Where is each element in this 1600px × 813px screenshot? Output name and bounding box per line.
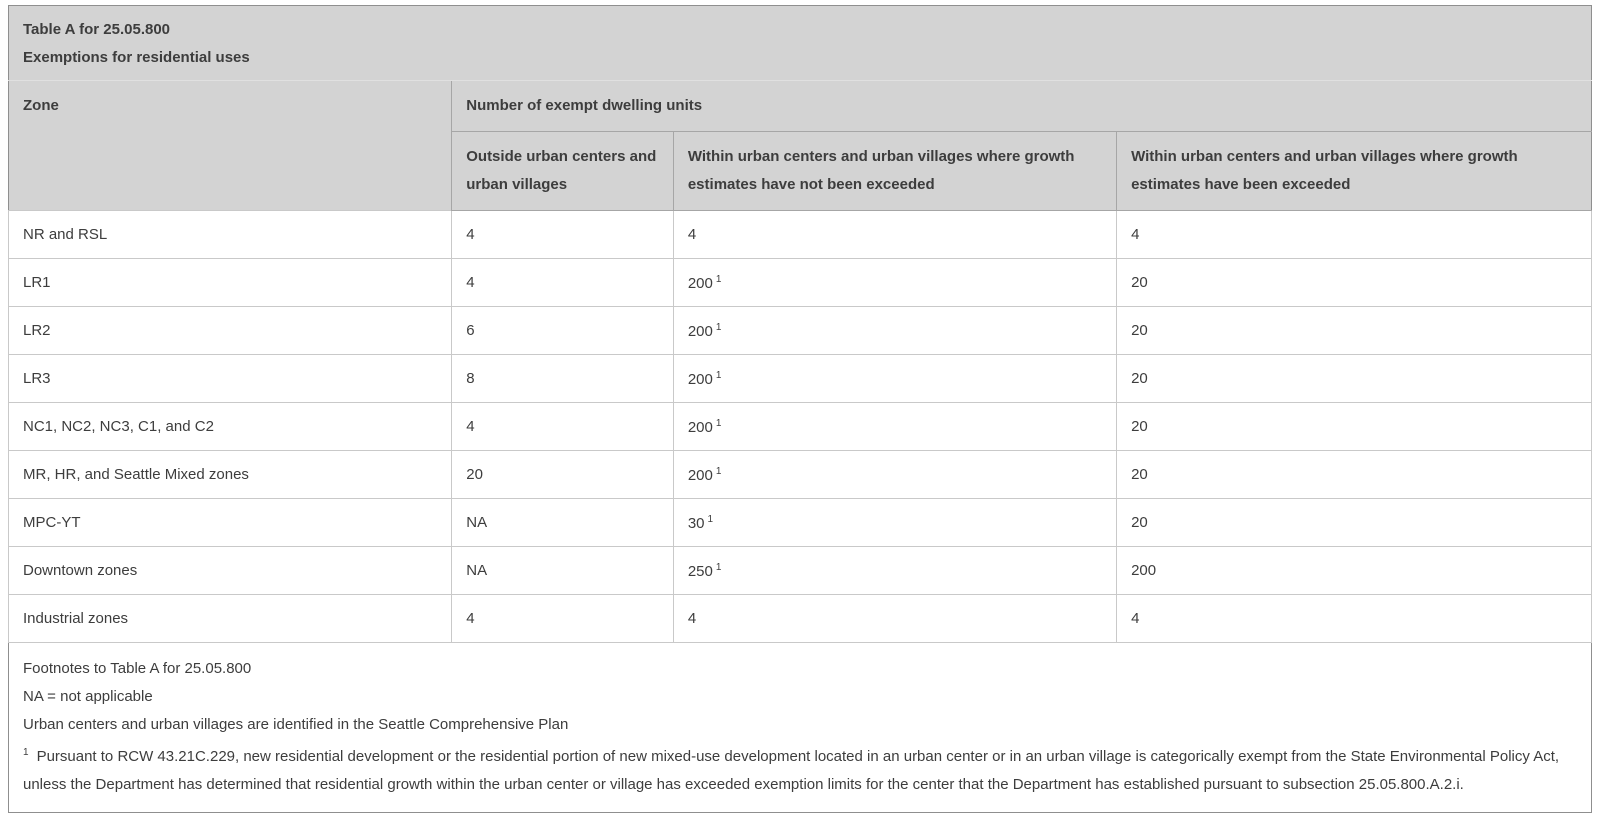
value-cell: 30 $^1$ bbox=[673, 499, 1116, 547]
table-title-line2: Exemptions for residential uses bbox=[23, 49, 250, 66]
zone-cell: Industrial zones bbox=[9, 595, 452, 643]
value-cell: 200 $^1$ bbox=[673, 259, 1116, 307]
column-header-outside: Outside urban centers and urban villages bbox=[452, 132, 674, 211]
footnote-na: NA = not applicable bbox=[23, 688, 153, 705]
value-cell: 4 bbox=[673, 595, 1116, 643]
zone-cell: Downtown zones bbox=[9, 547, 452, 595]
zone-cell: LR1 bbox=[9, 259, 452, 307]
value-cell: 20 bbox=[1117, 451, 1592, 499]
footnotes-heading: Footnotes to Table A for 25.05.800 bbox=[23, 660, 252, 677]
footnote-1-marker: 1 bbox=[23, 747, 29, 758]
value-cell: 4 bbox=[1117, 595, 1592, 643]
value-cell: 20 bbox=[1117, 499, 1592, 547]
value-cell: 20 bbox=[1117, 355, 1592, 403]
exemptions-table bbox=[8, 5, 1592, 813]
footnote-ref: 1 bbox=[715, 273, 722, 285]
footnote-ref: 1 bbox=[715, 417, 722, 429]
value-cell: 200 $^1$ bbox=[673, 451, 1116, 499]
value-cell: NA bbox=[452, 547, 674, 595]
value-cell: 20 bbox=[452, 451, 674, 499]
table-row bbox=[9, 259, 1592, 307]
table-row bbox=[9, 355, 1592, 403]
table-title-line1: Table A for 25.05.800 bbox=[23, 21, 171, 38]
zone-cell: NR and RSL bbox=[9, 211, 452, 259]
footnote-1 bbox=[23, 739, 1577, 799]
footnote-ref: 1 bbox=[707, 513, 714, 525]
value-cell: 20 bbox=[1117, 403, 1592, 451]
value-cell: 200 $^1$ bbox=[673, 355, 1116, 403]
table-row bbox=[9, 595, 1592, 643]
zone-cell: MPC-YT bbox=[9, 499, 452, 547]
value-cell: 4 bbox=[1117, 211, 1592, 259]
title-row bbox=[9, 6, 1592, 81]
value-cell: 4 bbox=[673, 211, 1116, 259]
footnote-1-text: Pursuant to RCW 43.21C.229, new residential development or the residential portion of new mixed-use development located in an urban center or in an urban village is categorically exempt from the State Environmental Policy Act, unless the Department has determined that residential growth within the urban center or village has exceeded exemption limits for the center that the Department has established pursuant to subsection 25.05.800.A.2.i. bbox=[23, 748, 1560, 793]
column-header-within-exceeded: Within urban centers and urban villages where growth estimates have been exceeded bbox=[1117, 132, 1592, 211]
zone-cell: NC1, NC2, NC3, C1, and C2 bbox=[9, 403, 452, 451]
table-row bbox=[9, 499, 1592, 547]
value-cell: 6 bbox=[452, 307, 674, 355]
footnote-ref: 1 bbox=[715, 561, 722, 573]
zone-cell: MR, HR, and Seattle Mixed zones bbox=[9, 451, 452, 499]
value-cell: NA bbox=[452, 499, 674, 547]
table-title bbox=[9, 6, 1592, 81]
zone-cell: LR2 bbox=[9, 307, 452, 355]
zone-cell: LR3 bbox=[9, 355, 452, 403]
table-row bbox=[9, 307, 1592, 355]
value-cell: 200 $^1$ bbox=[673, 403, 1116, 451]
value-cell: 4 bbox=[452, 403, 674, 451]
value-cell: 200 bbox=[1117, 547, 1592, 595]
value-cell: 250 $^1$ bbox=[673, 547, 1116, 595]
value-cell: 4 bbox=[452, 211, 674, 259]
table-body bbox=[9, 211, 1592, 643]
footnotes-section bbox=[9, 643, 1592, 813]
table-row bbox=[9, 547, 1592, 595]
table-row bbox=[9, 451, 1592, 499]
value-cell: 200 $^1$ bbox=[673, 307, 1116, 355]
value-cell: 8 bbox=[452, 355, 674, 403]
value-cell: 4 bbox=[452, 259, 674, 307]
footnote-ref: 1 bbox=[715, 321, 722, 333]
value-cell: 20 bbox=[1117, 259, 1592, 307]
footnotes-row bbox=[9, 643, 1592, 813]
column-header-zone: Zone bbox=[9, 81, 452, 211]
header-row-group bbox=[9, 81, 1592, 132]
table-row bbox=[9, 211, 1592, 259]
footnote-ref: 1 bbox=[715, 369, 722, 381]
column-header-group: Number of exempt dwelling units bbox=[452, 81, 1592, 132]
value-cell: 4 bbox=[452, 595, 674, 643]
column-header-within-not-exceeded: Within urban centers and urban villages where growth estimates have not been exceeded bbox=[673, 132, 1116, 211]
footnote-ref: 1 bbox=[715, 465, 722, 477]
footnote-urban: Urban centers and urban villages are identified in the Seattle Comprehensive Plan bbox=[23, 716, 569, 733]
value-cell: 20 bbox=[1117, 307, 1592, 355]
table-row bbox=[9, 403, 1592, 451]
